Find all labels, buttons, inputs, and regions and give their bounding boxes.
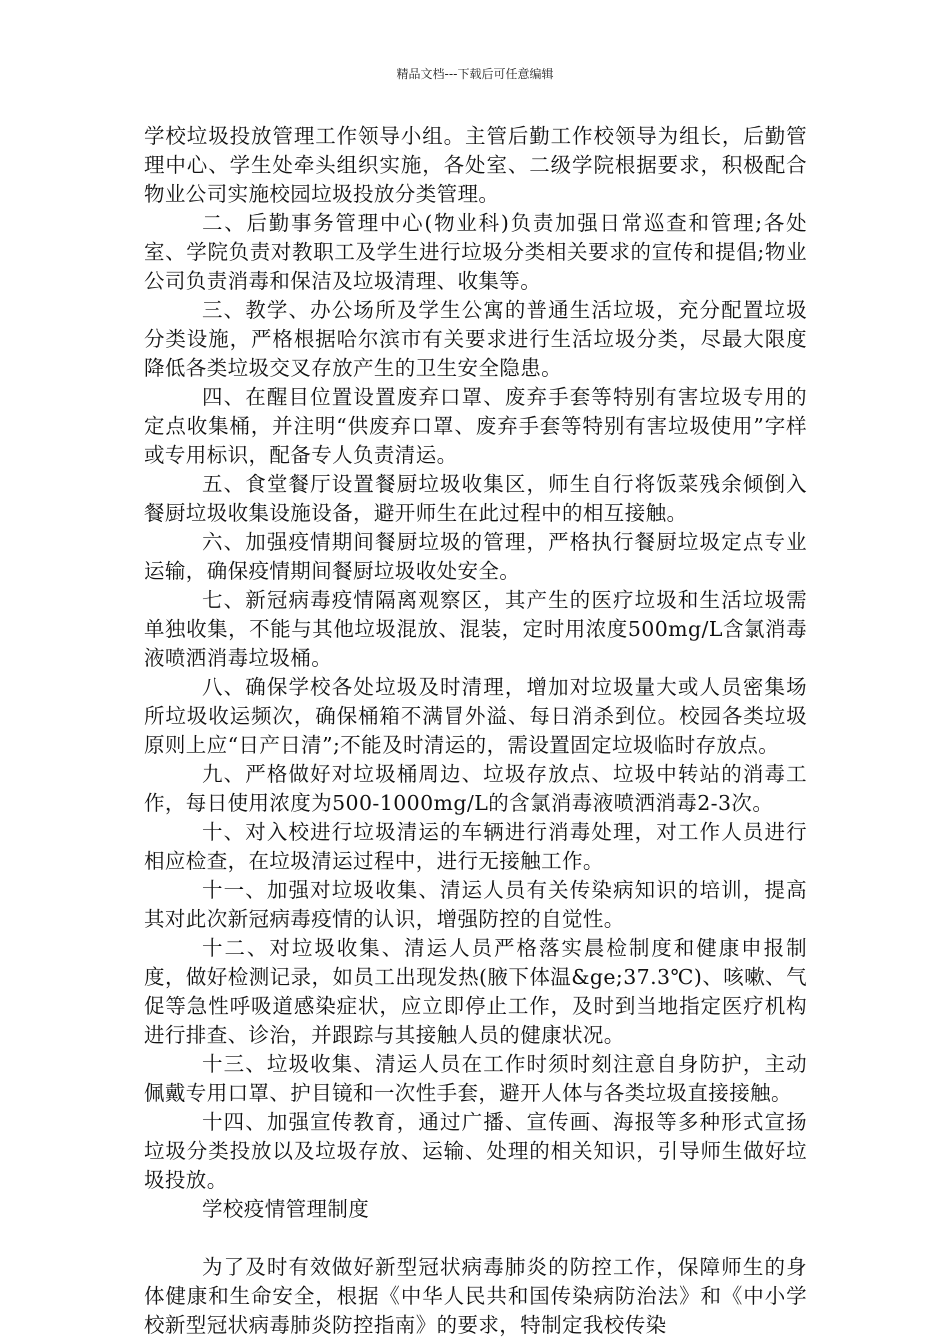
paragraph-item-6: 六、加强疫情期间餐厨垃圾的管理，严格执行餐厨垃圾定点专业运输，确保疫情期间餐厨垃圾收处安全。 [144, 530, 807, 583]
intro-paragraph: 为了及时有效做好新型冠状病毒肺炎的防控工作，保障师生的身体健康和生命安全，根据《中华人民共和国传染病防治法》和《中小学校新型冠状病毒肺炎防控指南》的要求，特制定我校传染 [144, 1255, 807, 1337]
paragraph-item-14: 十四、加强宣传教育，通过广播、宣传画、海报等多种形式宣扬垃圾分类投放以及垃圾存放、运输、处理的相关知识，引导师生做好垃圾投放。 [144, 1110, 807, 1192]
paragraph-item-11: 十一、加强对垃圾收集、清运人员有关传染病知识的培训，提高其对此次新冠病毒疫情的认识，增强防控的自觉性。 [144, 878, 807, 931]
paragraph-item-5: 五、食堂餐厅设置餐厨垃圾收集区，师生自行将饭菜残余倾倒入餐厨垃圾收集设施设备，避开师生在此过程中的相互接触。 [144, 472, 807, 525]
section-title: 学校疫情管理制度 [202, 1197, 370, 1221]
paragraph-item-3: 三、教学、办公场所及学生公寓的普通生活垃圾，充分配置垃圾分类设施，严格根据哈尔滨市有关要求进行生活垃圾分类，尽最大限度降低各类垃圾交叉存放产生的卫生安全隐患。 [144, 298, 807, 380]
paragraph-item-4: 四、在醒目位置设置废弃口罩、废弃手套等特别有害垃圾专用的定点收集桶，并注明“供废弃口罩、废弃手套等特别有害垃圾使用”字样或专用标识，配备专人负责清运。 [144, 385, 807, 467]
paragraph-item-10: 十、对入校进行垃圾清运的车辆进行消毒处理，对工作人员进行相应检查，在垃圾清运过程中，进行无接触工作。 [144, 820, 807, 873]
paragraph-item-7: 七、新冠病毒疫情隔离观察区，其产生的医疗垃圾和生活垃圾需单独收集，不能与其他垃圾混放、混装，定时用浓度500mg/L含氯消毒液喷洒消毒垃圾桶。 [144, 588, 807, 670]
paragraph-item-13: 十三、垃圾收集、清运人员在工作时须时刻注意自身防护，主动佩戴专用口罩、护目镜和一次性手套，避开人体与各类垃圾直接接触。 [144, 1052, 807, 1105]
paragraph-item-12: 十二、对垃圾收集、清运人员严格落实晨检制度和健康申报制度，做好检测记录，如员工出现发热(腋下体温&ge;37.3℃)、咳嗽、气促等急性呼吸道感染症状，应立即停止工作，及时到当地指定医疗机构进行排查、诊治，并跟踪与其接触人员的健康状况。 [144, 936, 807, 1047]
paragraph-leading-group: 学校垃圾投放管理工作领导小组。主管后勤工作校领导为组长，后勤管理中心、学生处牵头组织实施，各处室、二级学院根据要求，积极配合物业公司实施校园垃圾投放分类管理。 [144, 124, 807, 206]
paragraph-item-9: 九、严格做好对垃圾桶周边、垃圾存放点、垃圾中转站的消毒工作，每日使用浓度为500-1000mg/L的含氯消毒液喷洒消毒2-3次。 [144, 762, 807, 815]
page-header: 精品文档---下载后可任意编辑 [396, 67, 554, 81]
document-body [144, 122, 807, 1340]
paragraph-item-2: 二、后勤事务管理中心(物业科)负责加强日常巡查和管理;各处室、学院负责对教职工及学生进行垃圾分类相关要求的宣传和提倡;物业公司负责消毒和保洁及垃圾清理、收集等。 [144, 211, 807, 293]
paragraph-item-8: 八、确保学校各处垃圾及时清理，增加对垃圾量大或人员密集场所垃圾收运频次，确保桶箱不满冒外溢、每日消杀到位。校园各类垃圾原则上应“日产日清”;不能及时清运的，需设置固定垃圾临时存放点。 [144, 675, 807, 757]
